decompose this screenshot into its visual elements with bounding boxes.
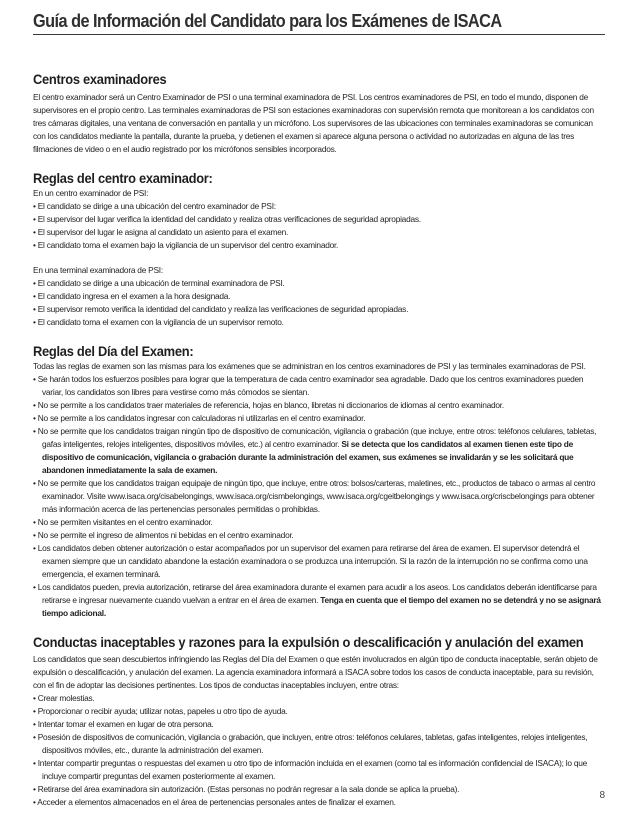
reglas-dia-intro: Todas las reglas de examen son las mismas para los exámenes que se administran en los centros examinadores de PSI y las terminales examinadoras de PSI. xyxy=(33,361,586,371)
conductas-intro: Los candidatos que sean descubiertos infringiendo las Reglas del Día del Examen o que estén involucrados en algún tipo de conducta inaceptable, serán objeto de expulsión o descalificación, y anulación del examen. La agencia examinadora informará a ISACA sobre todos los casos de conducta inaceptable, para su revisión, con el fin de adoptar las decisiones pertinentes. Los tipos de conductas inaceptables incluyen, entre otras: xyxy=(33,654,598,690)
reglas-centro-item: • El candidato se dirige a una ubicación del centro examinador de PSI: xyxy=(33,201,276,211)
conductas-item: • Intentar tomar el examen en lugar de otra persona. xyxy=(33,719,214,729)
section-heading-conductas: Conductas inaceptables y razones para la expulsión o descalificación y anulación del examen xyxy=(33,634,584,650)
reglas-dia-item-text: • No se permite que los candidatos traigan ningún tipo de dispositivo de comunicación, vigilancia o grabación (que incluye, entre otros: teléfonos celulares, tabletas, gafas inteligentes, relojes inteligentes, dispositivos móviles, etc.) al centro examinador. xyxy=(33,426,597,449)
conductas-item: • Intentar compartir preguntas o respuestas del examen u otro tipo de información incluida en el examen (como tal es información confidencial de ISACA); lo que incluye compartir preguntas del examen posteriormente al examen. xyxy=(33,758,588,781)
conductas-item: • Retirarse del área examinadora sin autorización. (Estas personas no podrán regresar a la sala donde se aplica la prueba). xyxy=(33,784,460,794)
title-divider xyxy=(33,34,605,35)
reglas-dia-item xyxy=(33,581,605,620)
conductas-item: • Crear molestias. xyxy=(33,693,95,703)
reglas-terminal-item: • El candidato toma el examen con la vigilancia de un supervisor remoto. xyxy=(33,317,284,327)
centros-paragraph: El centro examinador será un Centro Examinador de PSI o una terminal examinadora de PSI. Los centros examinadores de PSI, en todo el mundo, disponen de supervisores en el propio centro. Las terminales examinadoras de PSI son estaciones examinadoras con supervisión remota que monitorean a los candidatos con tres cámaras digitales, una ventana de conversación en pantalla y un micrófono. Los supervisores de las ubicaciones con terminales examinadoras se comunican con los candidatos mediante la pantalla, durante la prueba, y detienen el examen si aparece alguna persona o actividad no autorizadas en alguna de las tres filmaciones de video o en el audio registrado por los micrófonos sensibles incorporados. xyxy=(33,92,594,154)
document-body xyxy=(33,71,605,809)
reglas-centro-item: • El supervisor del lugar le asigna al candidato un asiento para el examen. xyxy=(33,227,289,237)
reglas-terminal-item: • El candidato ingresa en el examen a la hora designada. xyxy=(33,291,231,301)
conductas-item: • Proporcionar o recibir ayuda; utilizar notas, papeles u otro tipo de ayuda. xyxy=(33,706,288,716)
page-title: Guía de Información del Candidato para los Exámenes de ISACA xyxy=(33,10,502,31)
reglas-terminal-item: • El supervisor remoto verifica la identidad del candidato y realiza las verificaciones de seguridad apropiadas. xyxy=(33,304,409,314)
reglas-dia-item-text: • Los candidatos pueden, previa autorización, retirarse del área examinadora durante el examen para acudir a los aseos. Los candidatos deberán identificarse para retirarse e ingresar nuevamente cuando vuelvan a entrar en el área de examen. xyxy=(33,582,597,605)
conductas-item: • Posesión de dispositivos de comunicación, vigilancia o grabación, que incluyen, entre otros: teléfonos celulares, tabletas, gafas inteligentes, relojes inteligentes, dispositivos móviles, etc., durante la administración del examen. xyxy=(33,732,588,755)
conductas-item: • Acceder a elementos almacenados en el área de pertenencias personales antes de finalizar el examen. xyxy=(33,797,396,807)
reglas-dia-item-bold: Si se detecta que los candidatos al examen tienen este tipo de dispositivo de comunicación, vigilancia o grabación durante la administración del examen, sus exámenes se invalidarán y se les solicitará que abandonen inmediatamente la sala de examen. xyxy=(42,439,574,475)
reglas-dia-item: • No se permite a los candidatos traer materiales de referencia, hojas en blanco, libretas ni diccionarios de idiomas al centro examinador. xyxy=(33,400,504,410)
reglas-terminal-item: • El candidato se dirige a una ubicación de terminal examinadora de PSI. xyxy=(33,278,285,288)
reglas-centro-intro-1: En un centro examinador de PSI: xyxy=(33,188,149,198)
section-heading-reglas-centro: Reglas del centro examinador: xyxy=(33,170,213,186)
reglas-centro-item: • El supervisor del lugar verifica la identidad del candidato y realiza otras verificaciones de seguridad apropiadas. xyxy=(33,214,421,224)
section-heading-reglas-dia: Reglas del Día del Examen: xyxy=(33,343,194,359)
reglas-dia-item: • No se permiten visitantes en el centro examinador. xyxy=(33,517,213,527)
reglas-dia-item xyxy=(33,425,605,477)
reglas-dia-item: • No se permite el ingreso de alimentos ni bebidas en el centro examinador. xyxy=(33,530,294,540)
section-heading-centros: Centros examinadores xyxy=(33,71,167,87)
reglas-centro-intro-2: En una terminal examinadora de PSI: xyxy=(33,265,163,275)
reglas-dia-item-bold: Tenga en cuenta que el tiempo del examen no se detendrá y no se asignará tiempo adicional. xyxy=(42,595,601,618)
reglas-dia-item: • No se permite a los candidatos ingresar con calculadoras ni utilizarlas en el centro examinador. xyxy=(33,413,366,423)
reglas-centro-item: • El candidato toma el examen bajo la vigilancia de un supervisor del centro examinador. xyxy=(33,240,339,250)
reglas-dia-item: • Se harán todos los esfuerzos posibles para lograr que la temperatura de cada centro examinador sea agradable. Dado que los centros examinadores pueden variar, los candidatos son libres para vestirse como más cómodos se sientan. xyxy=(33,374,584,397)
reglas-dia-item: • No se permite que los candidatos traigan equipaje de ningún tipo, que incluye, entre otros: bolsos/carteras, maletines, etc., productos de tabaco o armas al centro examinador. Visite www.isaca.org/cisabelongings, www.isaca.org/cismbelongings, www.isaca.org/cgeitbelongings y www.isaca.org/criscbelongings para obtener más información acerca de las pertenencias personales permitidas o prohibidas. xyxy=(33,478,596,514)
page-number: 8 xyxy=(599,790,605,801)
reglas-dia-item: • Los candidatos deben obtener autorización o estar acompañados por un supervisor del examen para retirarse del área de examen. El supervisor detendrá el examen siempre que un candidato abandone la estación examinadora o se produzca una interrupción. Si la razón de la interrupción no se confirma como una emergencia, el examen terminará. xyxy=(33,543,588,579)
